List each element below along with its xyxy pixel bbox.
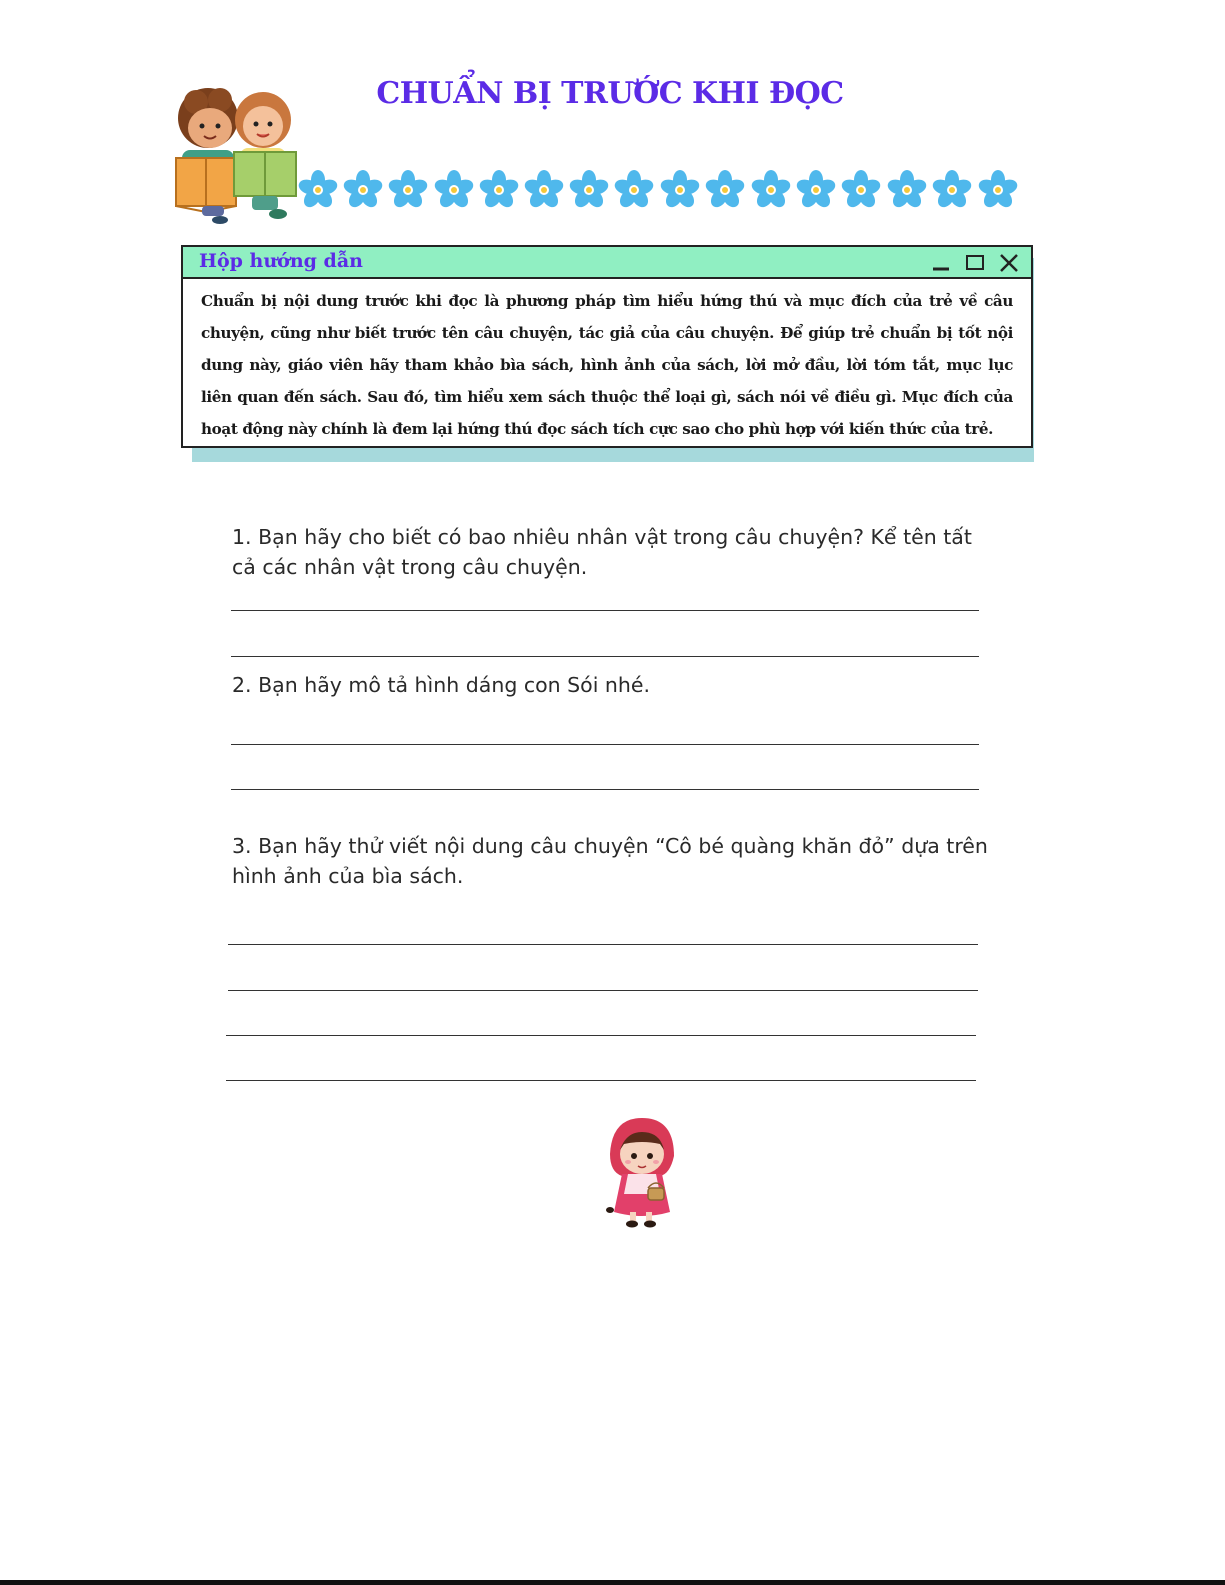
- kids-reading-icon: [168, 80, 308, 228]
- blue-flower-icon: [704, 170, 746, 210]
- window-controls: [931, 253, 1021, 273]
- guide-box-titlebar: [183, 247, 1031, 279]
- bottom-rule: [0, 1580, 1225, 1585]
- guide-box: [181, 245, 1033, 448]
- blue-flower-icon: [659, 170, 701, 210]
- answer-line[interactable]: [231, 656, 979, 657]
- blue-flower-icon: [342, 170, 384, 210]
- question-3: 3. Bạn hãy thử viết nội dung câu chuyện “Cô bé quàng khăn đỏ” dựa trên hình ảnh của bìa sách.: [232, 834, 988, 888]
- blue-flower-icon: [931, 170, 973, 210]
- blue-flower-icon: [523, 170, 565, 210]
- close-icon[interactable]: [1001, 255, 1017, 271]
- answer-line[interactable]: [226, 1080, 976, 1081]
- blue-flower-icon: [795, 170, 837, 210]
- blue-flower-icon: [840, 170, 882, 210]
- answer-line[interactable]: [228, 944, 978, 945]
- flower-border: [298, 166, 1028, 216]
- guide-box-text: Chuẩn bị nội dung trước khi đọc là phương pháp tìm hiểu hứng thú và mục đích của trẻ về câu chuyện, cũng như biết trước tên câu chuyện, tác giả của câu chuyện. Để giúp trẻ chuẩn bị tốt nội dung này, giáo viên hãy tham khảo bìa sách, hình ảnh của sách, lời mở đầu, lời tóm tắt, mục lục liên quan đến sách. Sau đó, tìm hiểu xem sách thuộc thể loại gì, sách nói về điều gì. Mục đích của hoạt động này chính là đem lại hứng thú đọc sách tích cực sao cho phù hợp với kiến thức của trẻ.: [201, 292, 1013, 438]
- blue-flower-icon: [478, 170, 520, 210]
- blue-flower-icon: [298, 170, 339, 210]
- answer-line[interactable]: [226, 1035, 976, 1036]
- answer-line[interactable]: [228, 990, 978, 991]
- blue-flower-icon: [568, 170, 610, 210]
- blue-flower-icon: [613, 170, 655, 210]
- guide-box-title: Hộp hướng dẫn: [199, 250, 363, 272]
- blue-flower-icon: [977, 170, 1019, 210]
- red-riding-hood-icon: [598, 1114, 682, 1230]
- answer-line[interactable]: [231, 610, 979, 611]
- blue-flower-icon: [886, 170, 928, 210]
- question-1: 1. Bạn hãy cho biết có bao nhiêu nhân vật trong câu chuyện? Kể tên tất cả các nhân vật trong câu chuyện.: [232, 525, 972, 579]
- blue-flower-icon: [387, 170, 429, 210]
- maximize-icon[interactable]: [967, 256, 983, 269]
- blue-flower-icon: [433, 170, 475, 210]
- question-2: 2. Bạn hãy mô tả hình dáng con Sói nhé.: [232, 673, 651, 697]
- blue-flower-icon: [750, 170, 792, 210]
- answer-line[interactable]: [231, 789, 979, 790]
- answer-line[interactable]: [231, 744, 979, 745]
- page-title: CHUẨN BỊ TRƯỚC KHI ĐỌC: [376, 76, 844, 111]
